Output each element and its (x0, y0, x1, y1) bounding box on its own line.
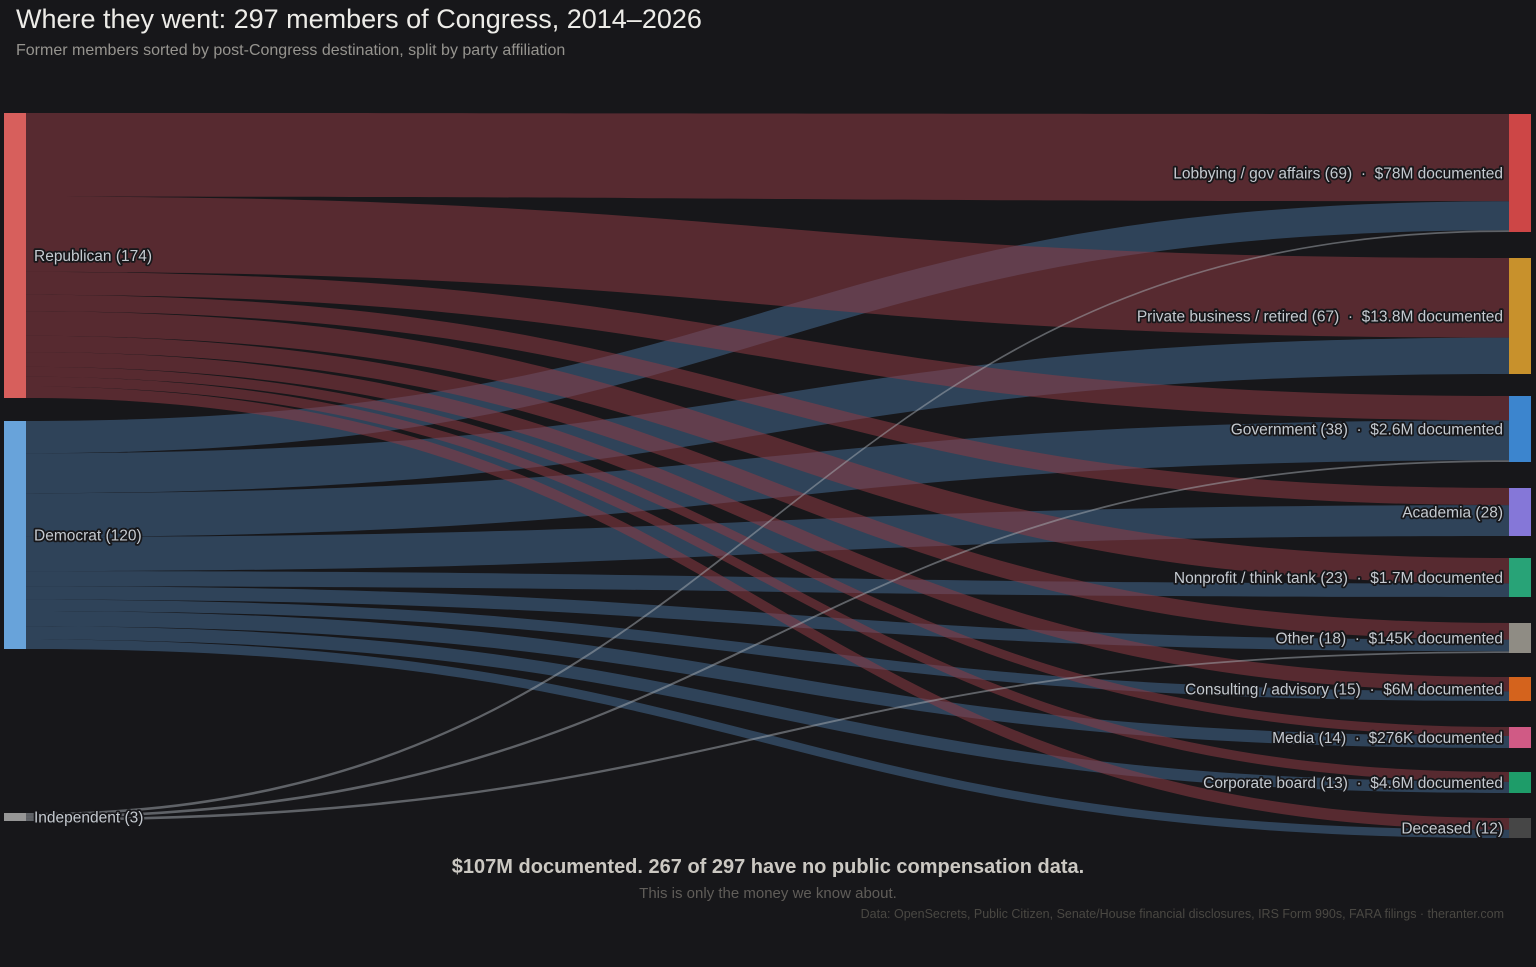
label-deceased: Deceased (12) (1401, 820, 1503, 838)
node-republican[interactable] (4, 113, 26, 398)
node-private[interactable] (1509, 258, 1531, 374)
node-nonprofit[interactable] (1509, 558, 1531, 597)
node-academia[interactable] (1509, 488, 1531, 536)
node-corporate[interactable] (1509, 772, 1531, 793)
node-other[interactable] (1509, 623, 1531, 653)
label-lobbying: Lobbying / gov affairs (69) · $78M documented (1173, 165, 1503, 183)
page-title: Where they went: 297 members of Congress, 2014–2026 (16, 4, 702, 34)
label-other: Other (18) · $145K documented (1275, 630, 1503, 648)
node-independent[interactable] (4, 813, 26, 821)
label-independent: Independent (3) (34, 809, 144, 827)
label-private: Private business / retired (67) · $13.8M documented (1136, 308, 1503, 326)
summary-line: $107M documented. 267 of 297 have no public compensation data. (451, 856, 1085, 878)
node-consulting[interactable] (1509, 677, 1531, 701)
node-deceased[interactable] (1509, 818, 1531, 838)
node-democrat[interactable] (4, 421, 26, 649)
label-consulting: Consulting / advisory (15) · $6M documented (1185, 681, 1503, 699)
page-subtitle: Former members sorted by post-Congress destination, split by party affiliation (16, 42, 566, 59)
node-lobbying[interactable] (1509, 114, 1531, 232)
chart-header (16, 4, 702, 60)
label-democrat: Democrat (120) (34, 527, 142, 545)
label-media: Media (14) · $276K documented (1272, 730, 1503, 747)
label-corporate: Corporate board (13) · $4.6M documented (1203, 775, 1503, 792)
label-republican: Republican (174) (34, 248, 153, 265)
label-academia: Academia (28) (1402, 504, 1503, 522)
node-media[interactable] (1509, 727, 1531, 748)
flow-republican-to-lobbying[interactable] (26, 113, 1509, 201)
data-credit: Data: OpenSecrets, Public Citizen, Senate/House financial disclosures, IRS Form 990s, FARA filings · theranter.com (860, 907, 1504, 921)
summary-note: This is only the money we know about. (639, 885, 897, 902)
label-government: Government (38) · $2.6M documented (1230, 421, 1503, 439)
node-government[interactable] (1509, 396, 1531, 462)
label-nonprofit: Nonprofit / think tank (23) · $1.7M documented (1173, 570, 1503, 587)
